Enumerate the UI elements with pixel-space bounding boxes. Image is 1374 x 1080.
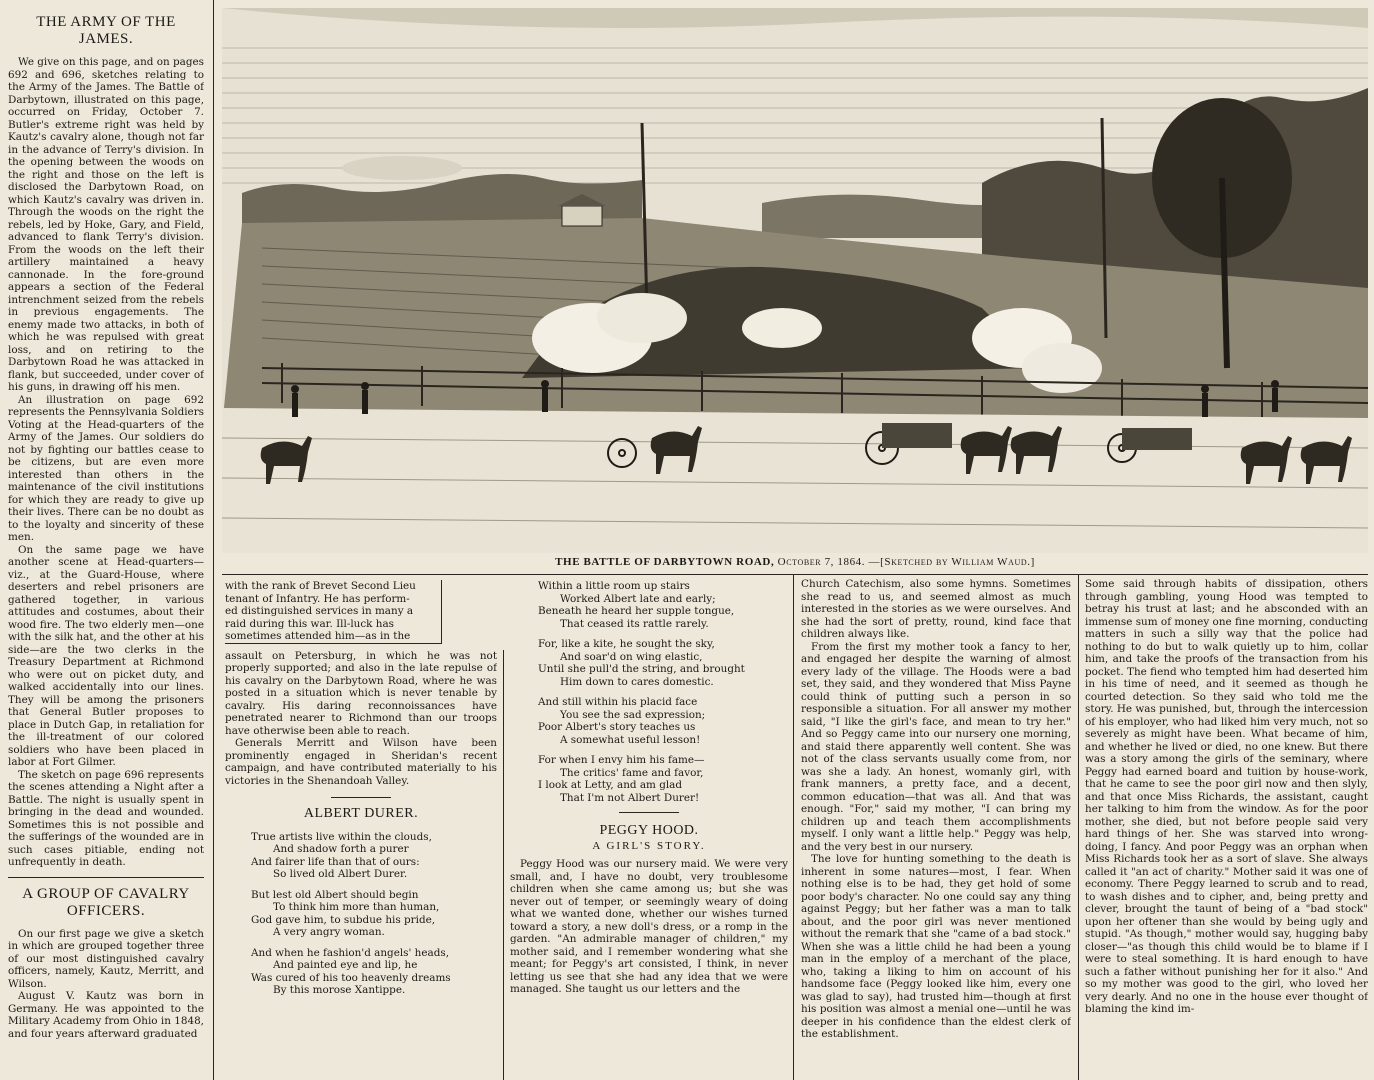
poem-stanza <box>538 638 788 688</box>
kautz-line: sometimes attended him—as in the <box>225 630 411 642</box>
poem-line: Until she pull'd the string, and brought <box>538 663 745 675</box>
cavalry-paragraph: August V. Kautz was born in Germany. He was appointed to the Military Academy from Ohio in 1848, and four years afterward graduated <box>8 990 204 1040</box>
poem-line: And painted eye and lip, he <box>273 959 418 971</box>
poem-line: By this morose Xantippe. <box>273 984 406 996</box>
poem-line: The critics' fame and favor, <box>560 766 704 779</box>
army-paragraph: On the same page we have another scene at Head-quarters—viz., at the Guard-House, where deserters and rebel prisoners are gathered together, in various attitudes and costumes, about their wood fire. The two elderly men—one with the silk hat, and the other at his side—are the two clerks in the Treasury Department at Richmond who were out on picket duty, and walked accidentally into our lines. They will be among the prisoners that General Butler proposes to place in Dutch Gap, in retaliation for the ill-treatment of our colored soldiers who have been placed in labor at Fort Gilmer. <box>8 543 204 768</box>
peggy-column-2 <box>801 578 1071 1074</box>
poem-line: To think him more than human, <box>273 901 440 913</box>
poem-line: True artists live within the clouds, <box>251 830 432 843</box>
column-rule <box>793 575 794 1080</box>
poem-line: And when he fashion'd angels' heads, <box>251 946 449 959</box>
section-divider <box>619 812 679 813</box>
army-paragraph: We give on this page, and on pages 692 and 696, sketches relating to the Army of the James. The Battle of Darbytown, illustrated on this page, occurred on Friday, October 7. Butler's extreme right was held by Kautz's cavalry alone, though not far in the advance of Terry's division. In the opening between the woods on the right and those on the left is disclosed the Darbytown Road, on which Kautz's cavalry was driven in. Through the woods on the right the rebels, led by Hoke, Gary, and Field, advanced to flank Terry's division. From the woods on the left their artillery maintained a heavy cannonade. In the fore-ground appears a section of the Federal intrenchment seized from the rebels in previous engagements. The enemy made two attacks, in both of which he was repulsed with great loss, and on retiring to the Darbytown Road he was attacked in flank, but succeeded, under cover of his guns, in drawing off his men. <box>8 56 204 393</box>
caption-credit: —[Sketched by William Waud.] <box>868 556 1035 568</box>
poem-stanza <box>251 889 497 939</box>
poem-line: And shadow forth a purer <box>273 843 409 855</box>
caption-date: October 7, 1864. <box>777 556 866 568</box>
poem-line: Poor Albert's story teaches us <box>538 721 696 733</box>
poem-line: Beneath he heard her supple tongue, <box>538 605 735 617</box>
poem-stanza <box>538 754 788 804</box>
poem-line: A somewhat useful lesson! <box>560 733 701 746</box>
poem-stanza <box>538 580 788 630</box>
kautz-line: ed distinguished services in many a <box>225 605 414 617</box>
peggy-paragraph: Some said through habits of dissipation, others through gambling, young Hood was tempted to betray his trust at last; and he absconded with an immense sum of money one fine morning, conducting matters in such a silly way that the police had nothing to do but to walk quietly up to him, collar him, and take the proofs of the transaction from his pocket. The fiend who tempted him had deserted him in his time of need, and it seemed as though he courted detection. So they said who told me the story. He was punished, but, through the intercession of his employer, who had liked him very much, not so severely as might have been. What became of him, and whether he lived or died, no one knew. But there was a story among the girls of the seminary, where Peggy had earned board and tuition by house-work, that he came to see the poor girl now and then slyly, and that once Miss Richards, the assistant, caught her talking to him from the window. As for the poor mother, she died, but not before people said very hard things of her. She was starved into wrong-doing, I fancy. And poor Peggy was an orphan when Miss Richards took her as a sort of slave. She always called it "an act of charity." Mother said it was one of economy. There Peggy learned to scrub and to read, to wash dishes and to cipher, and, being pretty and clever, brought the taunt of being of a "bad stock" upon her oftener than she would by being ugly and stupid. "As though," mother would say, hugging baby closer—"as though this child would be to blame if I were to steal something. It is hard enough to have such a father without punishing her for it also." And so my mother was good to the girl, who loved her very dearly. And no one in the house ever thought of blaming the kind im- <box>1085 578 1368 1015</box>
poem-line: I look at Letty, and am glad <box>538 779 683 791</box>
army-column <box>8 8 204 1072</box>
poem-line: That ceased its rattle rarely. <box>560 617 709 630</box>
peggy-paragraph: The love for hunting something to the death is inherent in some natures—most, I fear. When nothing else is to be had, they get hold of some poor body's character. No one could say any thing against Peggy; but her father was a man to talk about, and the poor girl was never mentioned without the remark that she "came of a bad stock." When she was a little child he had been a young man in the employ of a merchant of the place, who, taking a liking to him on account of his handsome face (Peggy looked like him, every one was glad to say), had trusted him—though at first his position was almost a menial one—until he was deeper in his confidence than the eldest clerk of the establishment. <box>801 853 1071 1040</box>
poem-line: For, like a kite, he sought the sky, <box>538 638 715 650</box>
army-paragraph: The sketch on page 696 represents the scenes attending a Night after a Battle. The night is usually spent in bringing in the dead and wounded. Sometimes this is not possible and the sufferings of the wounded are in such cases pitiable, ending not unfrequently in death. <box>8 768 204 868</box>
durer-title: ALBERT DURER. <box>303 806 419 821</box>
column-rule <box>213 0 214 1080</box>
kautz-line: raid during this war. Ill-luck has <box>225 617 394 630</box>
poem-line: You see the sad expression; <box>560 708 706 721</box>
poem-line: A very angry woman. <box>273 926 385 938</box>
poem-line: Him down to cares domestic. <box>560 675 714 688</box>
peggy-paragraph: From the first my mother took a fancy to her, and engaged her despite the warning of almost every lady of the village. The Hoods were a bad set, they said, and they wondered that Miss Payne could think of putting such a person in so responsible a situation. For all answer my mother said, "I like the girl's face, and mean to try her." And so Peggy came into our nursery one morning, and staid there apparently well content. She was not of the class servants usually come from, nor was she a lady. An honest, womanly girl, with frank manners, a pretty face, and a decent, common education—that was all. And that was enough. "For," said my mother, "I can bring my children up and teach them accomplishments myself. I only want a little help." Peggy was help, and the very best in our nursery. <box>801 640 1071 853</box>
poem-line: And soar'd on wing elastic, <box>560 650 703 663</box>
poem-line: Was cured of his too heavenly dreams <box>251 971 451 984</box>
poem-line: God gave him, to subdue his pride, <box>251 913 436 926</box>
poem-line: And still within his placid face <box>538 696 698 708</box>
durer-poem-continued <box>510 580 788 804</box>
peggy-title: PEGGY HOOD. <box>599 823 699 838</box>
column-rule <box>1078 575 1079 1080</box>
battle-illustration <box>222 8 1368 553</box>
poem-line: So lived old Albert Durer. <box>273 868 408 880</box>
kautz-line: with the rank of Brevet Second Lieu <box>225 580 416 592</box>
cavalry-title: A GROUP OF CAVALRY OFFICERS. <box>22 885 190 919</box>
section-divider <box>8 877 204 878</box>
kautz-paragraph: assault on Petersburg, in which he was not properly supported; and also in the late repulse of his cavalry on the Darbytown Road, where he was posted in a situation which is never tenable by cavalry. His daring reconnoissances have penetrated nearer to Richmond than our troops have otherwise been able to reach. <box>225 649 497 737</box>
illustration-caption <box>222 556 1368 568</box>
poem-line: And fairer life than that of ours: <box>251 855 420 868</box>
caption-rule <box>222 574 1368 575</box>
poem-line: That I'm not Albert Durer! <box>560 791 700 804</box>
peggy-paragraph: Church Catechism, also some hymns. Sometimes she read to us, and seemed almost as much interested in the stories as we were ourselves. And she had the sort of pretty, round, kind face that children always like. <box>801 578 1071 640</box>
poem-line: Worked Albert late and early; <box>560 592 716 605</box>
kautz-line: tenant of Infantry. He has perform- <box>225 592 410 605</box>
section-divider <box>331 797 391 798</box>
army-title: THE ARMY OF THE JAMES. <box>36 14 176 47</box>
army-paragraph: An illustration on page 692 represents the Pennsylvania Soldiers Voting at the Head-quarters of the Army of the James. Our soldiers do not by fighting our battles cease to be citizens, but are even more interested than others in the maintenance of the civil institutions for which they are ready to give up their lives. There can be no doubt as to the loyalty and sincerity of these men. <box>8 393 204 543</box>
kautz-inset <box>225 580 442 644</box>
column-rule <box>503 650 504 1080</box>
peggy-column-3 <box>1085 578 1368 1074</box>
poem-stanza <box>251 831 497 881</box>
cavalry-paragraph: On our first page we give a sketch in which are grouped together three of our most distinguished cavalry officers, namely, Kautz, Merritt, and Wilson. <box>8 927 204 990</box>
peggy-subtitle: A GIRL'S STORY. <box>592 839 706 852</box>
poem-stanza <box>251 947 497 997</box>
poem-stanza <box>538 696 788 746</box>
poem-line: For when I envy him his fame— <box>538 754 705 766</box>
peggy-column <box>510 580 788 1074</box>
caption-title: THE BATTLE OF DARBYTOWN ROAD, <box>555 556 775 568</box>
kautz-paragraph: Generals Merritt and Wilson have been prominently engaged in Sheridan's recent campaign, and have contributed materially to his victories in the Shenandoah Valley. <box>225 737 497 787</box>
poem-line: Within a little room up stairs <box>538 580 690 592</box>
kautz-column <box>225 580 497 1074</box>
peggy-paragraph: Peggy Hood was our nursery maid. We were very small, and, I have no doubt, very troublesome children when she came among us; but she was never out of temper, or seemingly weary of doing what we wanted done, whether our wishes turned toward a story, a new doll's dress, or a romp in the garden. "An admirable manager of children," my mother said, and I remember wondering what she meant; for Peggy's art consisted, I think, in never letting us see that she had any idea that we were managed. She taught us our letters and the <box>510 858 788 995</box>
poem-line: But lest old Albert should begin <box>251 888 419 901</box>
durer-poem <box>225 831 497 997</box>
